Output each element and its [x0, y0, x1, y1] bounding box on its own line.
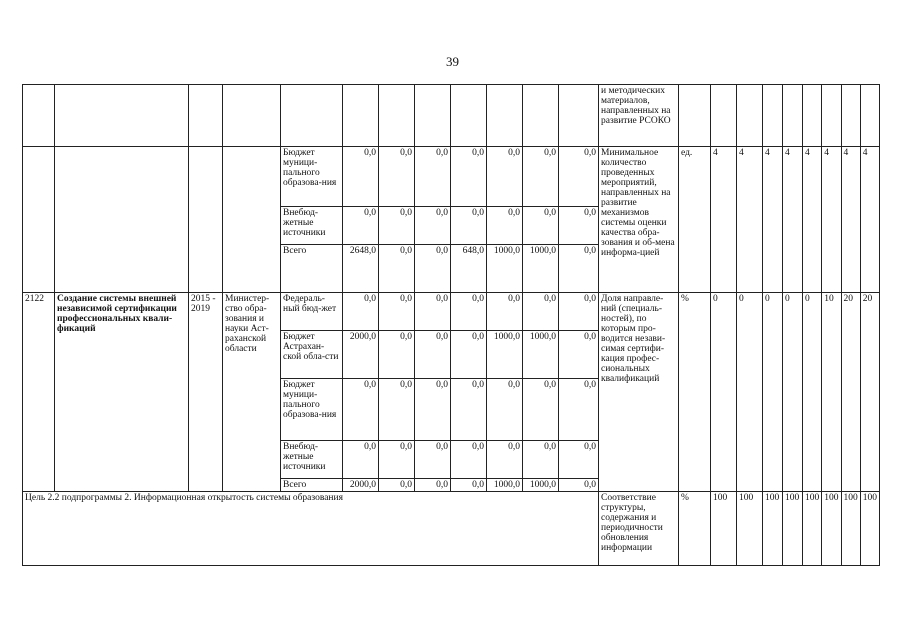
target-cell: 0	[763, 293, 783, 492]
amount-cell: 0,0	[379, 245, 415, 293]
target-cell: 4	[763, 147, 783, 293]
item-name: Создание системы внешней независимой сертификации профессиональных квали-фикаций	[55, 293, 189, 492]
amount-cell: 0,0	[559, 479, 599, 492]
amount-cell: 0,0	[415, 207, 451, 245]
program-table	[22, 84, 880, 566]
unit-cell: %	[679, 293, 711, 492]
funding-source: Внебюд-жетные источники	[281, 207, 343, 245]
amount-cell: 0,0	[415, 379, 451, 441]
amount-cell: 0,0	[559, 147, 599, 207]
target-cell: 100	[841, 492, 860, 566]
page-number: 39	[446, 54, 459, 69]
indicator-cell: Соответствие структуры, содержания и периодичности обновления информации	[599, 492, 679, 566]
table-cell	[803, 85, 822, 147]
target-cell: 100	[711, 492, 737, 566]
goal-text: Цель 2.2 подпрограммы 2. Информационная открытость системы образования	[23, 492, 599, 566]
table-cell	[223, 85, 281, 147]
target-cell: 20	[841, 293, 860, 492]
amount-cell: 0,0	[379, 441, 415, 479]
table-cell	[783, 85, 803, 147]
amount-cell: 0,0	[487, 207, 523, 245]
amount-cell: 2000,0	[343, 479, 379, 492]
table-cell	[189, 147, 223, 293]
funding-source: Бюджет муници-пального образова-ния	[281, 379, 343, 441]
indicator-cell: Доля направле-ний (специаль-ностей), по которым про-водится незави-симая сертифи-кация профес-сиональных квалификаций	[599, 293, 679, 492]
amount-cell: 0,0	[451, 331, 487, 379]
table-cell	[223, 147, 281, 293]
table-row	[23, 147, 880, 207]
table-cell	[559, 85, 599, 147]
amount-cell: 1000,0	[523, 479, 559, 492]
target-cell: 0	[783, 293, 803, 492]
amount-cell: 0,0	[415, 331, 451, 379]
table-cell	[737, 85, 763, 147]
unit-cell: ед.	[679, 147, 711, 293]
indicator-cell: Минимальное количество проведенных мероприятий, направленных на развитие механизмов системы оценки качества обра-зования и об-мена информа-цией	[599, 147, 679, 293]
funding-source: Всего	[281, 245, 343, 293]
target-cell: 0	[711, 293, 737, 492]
amount-cell: 0,0	[559, 331, 599, 379]
amount-cell: 0,0	[487, 293, 523, 331]
amount-cell: 0,0	[523, 207, 559, 245]
amount-cell: 0,0	[379, 479, 415, 492]
amount-cell: 1000,0	[523, 245, 559, 293]
amount-cell: 0,0	[487, 147, 523, 207]
item-code: 2122	[23, 293, 55, 492]
amount-cell: 0,0	[415, 147, 451, 207]
table-cell	[822, 85, 841, 147]
amount-cell: 0,0	[451, 207, 487, 245]
funding-source: Бюджет муници-пального образова-ния	[281, 147, 343, 207]
amount-cell: 0,0	[451, 479, 487, 492]
amount-cell: 0,0	[523, 293, 559, 331]
amount-cell: 0,0	[523, 147, 559, 207]
amount-cell: 1000,0	[487, 479, 523, 492]
funding-source: Всего	[281, 479, 343, 492]
table-row	[23, 293, 880, 331]
amount-cell: 0,0	[343, 147, 379, 207]
target-cell: 0	[803, 293, 822, 492]
amount-cell: 0,0	[451, 147, 487, 207]
amount-cell: 0,0	[415, 479, 451, 492]
table-cell	[415, 85, 451, 147]
table-cell	[763, 85, 783, 147]
table-cell	[487, 85, 523, 147]
amount-cell: 2000,0	[343, 331, 379, 379]
table-cell	[523, 85, 559, 147]
amount-cell: 0,0	[559, 245, 599, 293]
amount-cell: 0,0	[523, 379, 559, 441]
amount-cell: 0,0	[343, 207, 379, 245]
amount-cell: 1000,0	[487, 245, 523, 293]
amount-cell: 0,0	[343, 293, 379, 331]
item-executor: Министер-ство обра-зования и науки Аст-раханской области	[223, 293, 281, 492]
table-cell	[281, 85, 343, 147]
table-cell	[841, 85, 860, 147]
amount-cell: 0,0	[379, 379, 415, 441]
funding-source: Федераль-ный бюд-жет	[281, 293, 343, 331]
amount-cell: 0,0	[379, 147, 415, 207]
amount-cell: 0,0	[343, 441, 379, 479]
target-cell: 4	[860, 147, 879, 293]
amount-cell: 0,0	[415, 293, 451, 331]
amount-cell: 2648,0	[343, 245, 379, 293]
target-cell: 10	[822, 293, 841, 492]
table-row	[23, 492, 880, 566]
amount-cell: 0,0	[379, 207, 415, 245]
amount-cell: 648,0	[451, 245, 487, 293]
table-cell	[189, 85, 223, 147]
funding-source: Бюджет Астрахан-ской обла-сти	[281, 331, 343, 379]
amount-cell: 0,0	[379, 331, 415, 379]
target-cell: 4	[841, 147, 860, 293]
amount-cell: 0,0	[559, 441, 599, 479]
table-cell	[23, 85, 55, 147]
target-cell: 100	[783, 492, 803, 566]
unit-cell: %	[679, 492, 711, 566]
amount-cell: 0,0	[415, 441, 451, 479]
amount-cell: 0,0	[559, 379, 599, 441]
amount-cell: 0,0	[523, 441, 559, 479]
table-cell	[55, 147, 189, 293]
amount-cell: 0,0	[451, 293, 487, 331]
table-cell	[379, 85, 415, 147]
amount-cell: 0,0	[487, 379, 523, 441]
amount-cell: 0,0	[451, 379, 487, 441]
target-cell: 4	[737, 147, 763, 293]
amount-cell: 0,0	[343, 379, 379, 441]
target-cell: 100	[860, 492, 879, 566]
funding-source: Внебюд-жетные источники	[281, 441, 343, 479]
amount-cell: 0,0	[559, 293, 599, 331]
target-cell: 4	[783, 147, 803, 293]
amount-cell: 0,0	[559, 207, 599, 245]
target-cell: 4	[822, 147, 841, 293]
table-cell	[343, 85, 379, 147]
amount-cell: 0,0	[451, 441, 487, 479]
amount-cell: 1000,0	[487, 331, 523, 379]
table-cell	[451, 85, 487, 147]
amount-cell: 0,0	[487, 441, 523, 479]
target-cell: 100	[763, 492, 783, 566]
table-cell	[679, 85, 711, 147]
table-cell	[55, 85, 189, 147]
target-cell: 100	[822, 492, 841, 566]
target-cell: 20	[860, 293, 879, 492]
table-cell	[23, 147, 55, 293]
table-cell	[711, 85, 737, 147]
table-row	[23, 85, 880, 147]
amount-cell: 0,0	[415, 245, 451, 293]
indicator-cell: и методических материалов, направленных на развитие РСОКО	[599, 85, 679, 147]
target-cell: 4	[803, 147, 822, 293]
target-cell: 4	[711, 147, 737, 293]
item-years: 2015 - 2019	[189, 293, 223, 492]
table-cell	[860, 85, 879, 147]
target-cell: 100	[803, 492, 822, 566]
target-cell: 0	[737, 293, 763, 492]
amount-cell: 0,0	[379, 293, 415, 331]
target-cell: 100	[737, 492, 763, 566]
amount-cell: 1000,0	[523, 331, 559, 379]
